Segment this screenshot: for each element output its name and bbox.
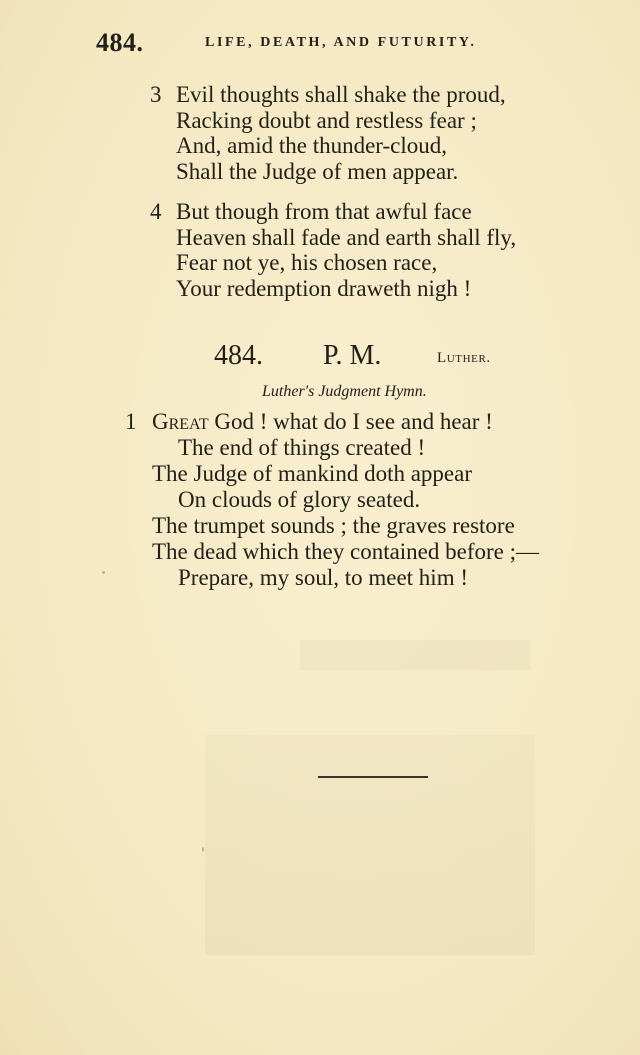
stanza-number: 1 [125,409,137,434]
verse-number: 4 [150,199,162,224]
verse-line: Heaven shall fade and earth shall fly, [176,224,517,250]
verse-3 [150,82,506,184]
hymn-subtitle: Luther's Judgment Hymn. [262,383,427,400]
verse-line: Shall the Judge of men appear. [176,158,459,184]
verse-line: Fear not ye, his chosen race, [176,250,438,275]
verse-4 [150,199,516,301]
stanza-line: Prepare, my soul, to meet him ! [178,565,468,590]
bleed-through-shadow [300,640,530,670]
stanza-line [125,409,539,435]
verse-text: Evil thoughts shall shake the proud, [176,82,506,107]
stanza-line: The dead which they contained before ;— [152,539,540,564]
verse-line: And, amid the thunder-cloud, [176,133,448,158]
hymn-number: 484. [214,340,263,371]
hymn-author: Luther. [437,350,491,366]
page-number: 484. [96,28,144,57]
hymn-meter: P. M. [323,340,382,371]
section-divider-rule [318,776,428,778]
verse-line: Racking doubt and restless fear ; [176,107,477,133]
verse-line [150,199,516,225]
paper-speck [102,571,105,574]
stanza-text: God ! what do I see and hear ! [208,409,493,434]
verse-line [150,82,506,108]
running-header-title: LIFE, DEATH, AND FUTURITY. [205,35,477,50]
bleed-through-shadow [205,735,535,955]
verse-line: Your redemption draweth nigh ! [176,275,472,301]
hymn-stanza-1 [125,409,539,591]
stanza-line: On clouds of glory seated. [178,487,421,512]
paper-speck [202,847,204,852]
stanza-line: The end of things created ! [178,435,426,460]
hymn-heading [0,340,640,376]
verse-number: 3 [150,82,162,107]
stanza-line: The trumpet sounds ; the graves restore [152,513,515,538]
stanza-first-word: Great [152,409,209,434]
verse-text: But though from that awful face [176,199,472,224]
stanza-line: The Judge of mankind doth appear [152,461,472,486]
